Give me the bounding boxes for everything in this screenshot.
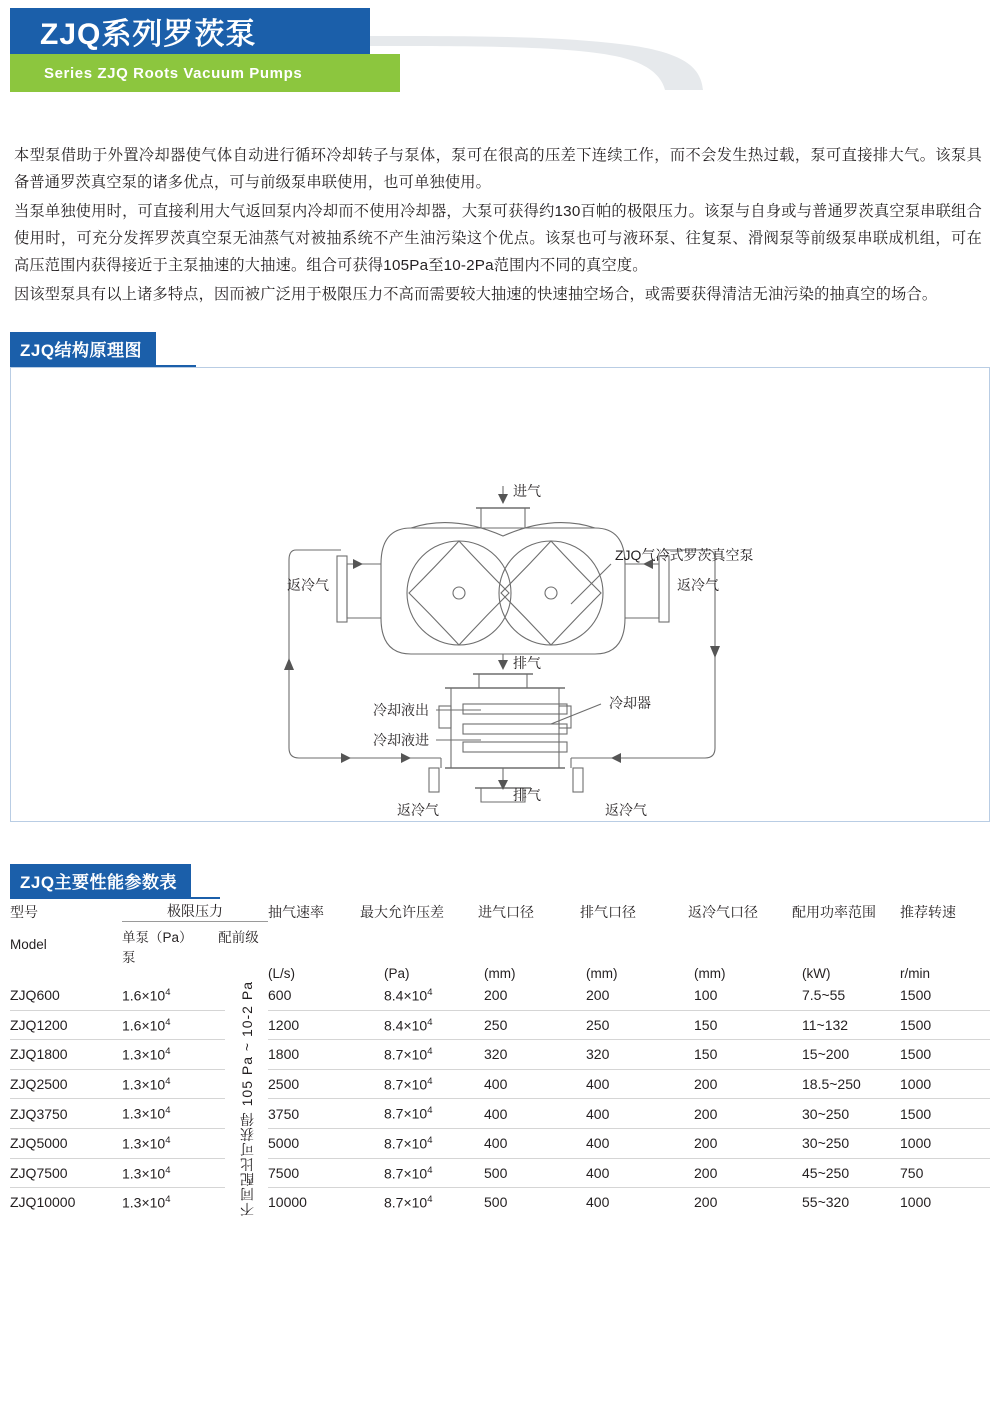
cell-inlet: 500 [484,1194,508,1211]
cell-rpm: 1500 [900,981,990,1010]
cell-speed: 600 [268,981,360,1010]
th-unit-return: (mm) [694,966,726,982]
cell-model: ZJQ600 [10,981,122,1010]
cell-power: 15~200 [792,1040,900,1070]
cell-ultimate: $1.6\times 10^4$ [122,981,225,1010]
cell-outlet: 400 [586,1194,610,1211]
cell-outlet: 200 [580,981,688,1010]
intro-text-block [10,142,990,308]
table-row [10,981,990,1010]
cell-rpm: 1500 [900,1010,990,1040]
page-header [10,0,990,100]
cell-inlet: 250 [478,1010,580,1040]
arrow-bottom-left2 [341,753,351,763]
cell-speed: 1200 [268,1010,360,1040]
cell-speed: 5000 [268,1128,360,1158]
spec-table [10,901,990,1216]
cell-inlet: 320 [478,1040,580,1070]
cell-ultimate: $1.3\times 10^4$ [122,1040,225,1070]
spec-table-body [10,981,990,1216]
arrow-return-left [353,559,363,569]
th-unit-rpm: r/min [900,966,930,982]
label-cooler: 冷却器 [609,695,651,712]
spec-header-row-1 [10,901,990,922]
cell-ultimate: $1.3\times 10^4$ [122,1099,225,1129]
page-title: ZJQ系列罗茨泵 [40,18,257,51]
label-return-left-top: 返冷气 [287,577,329,594]
cell-return: 200 [688,1158,792,1188]
label-exhaust-mid: 排气 [513,655,541,672]
th-power-range: 配用功率范围 [792,903,876,920]
cell-rpm: 1500 [900,1099,990,1129]
cell-dp: $8.7\times 10^4$ [360,1099,478,1129]
arrow-exhaust-mid [498,660,508,670]
label-exhaust-bottom: 排气 [513,787,541,804]
spec-section-heading [10,842,220,899]
cell-return: 200 [688,1099,792,1129]
cell-ultimate: $1.6\times 10^4$ [122,1010,225,1040]
cell-power: 11~132 [792,1010,900,1040]
table-row [10,1069,990,1099]
th-pumping-speed: 抽气速率 [268,903,324,920]
table-row [10,1158,990,1188]
cell-power: 55~320 [802,1194,850,1211]
label-return-right-bottom: 返冷气 [605,802,647,819]
arrow-bottom-left [401,753,411,763]
cell-rpm: 1000 [900,1128,990,1158]
table-row [10,1099,990,1129]
cell-return: 150 [688,1010,792,1040]
diagram-section-label: ZJQ结构原理图 [10,332,156,365]
cell-outlet: 400 [580,1099,688,1129]
table-row [10,1010,990,1040]
cell-ultimate: $1.3\times 10^4$ [122,1128,225,1158]
header-subtitle-banner [10,54,400,92]
th-unit-speed: (L/s) [268,966,295,982]
cell-model: ZJQ3750 [10,1099,122,1129]
cell-inlet: 400 [478,1128,580,1158]
th-with-backing: 配前级泵 [122,930,259,966]
spec-section-label: ZJQ主要性能参数表 [10,864,191,897]
cell-return: 100 [688,981,792,1010]
arrow-loop-right [710,646,720,658]
arrow-bottom-right [611,753,621,763]
cell-ultimate: $1.3\times 10^4$ [122,1158,225,1188]
diagram-section-heading [10,310,196,367]
cell-speed: 1800 [268,1040,360,1070]
label-pump-name: ZJQ气冷式罗茨真空泵 [615,547,754,564]
intro-paragraph-1: 本型泵借助于外置冷却器使气体自动进行循环冷却转子与泵体，泵可在很高的压差下连续工作，而不会发生热过载，泵可直接排大气。该泵具备普通罗茨真空泵的诸多优点，可与前级泵串联使用，也可单独使用。 [14,147,982,192]
cell-ultimate: $1.3\times 10^4$ [122,1194,171,1211]
arrow-inlet [498,494,508,504]
th-model-cn: 型号 [10,903,38,920]
th-rec-speed: 推荐转速 [900,903,956,920]
intro-paragraph-2: 当泵单独使用时，可直接利用大气返回泵内冷却而不使用冷却器，大泵可获得约130百帕的极限压力。该泵与自身或与普通罗茨真空泵串联组合使用时，可充分发挥罗茨真空泵无油蒸气对被抽系统不产生油污染这个优点。该泵也可与液环泵、往复泵、滑阀泵等前级泵串联成机组，可在高压范围内获得接近于主泵抽速的大抽速。组合可获得105Pa至10-2Pa范围内不同的真空度。 [14,203,982,275]
th-return-dia: 返冷气口径 [688,903,758,920]
label-inlet-top: 进气 [513,483,541,500]
th-unit-dp: (Pa) [384,966,410,982]
cell-inlet: 500 [478,1158,580,1188]
th-unit-outlet: (mm) [586,966,618,982]
table-row [10,1040,990,1070]
cell-outlet: 320 [580,1040,688,1070]
cell-model: ZJQ2500 [10,1069,122,1099]
cell-return: 200 [694,1194,718,1211]
cell-return: 200 [688,1069,792,1099]
page-subtitle: Series ZJQ Roots Vacuum Pumps [44,64,303,82]
th-max-diff-pressure: 最大允许压差 [360,903,444,920]
cell-model: ZJQ10000 [10,1194,76,1211]
cell-dp: $8.7\times 10^4$ [360,1040,478,1070]
cell-model: ZJQ7500 [10,1158,122,1188]
cell-outlet: 250 [580,1010,688,1040]
cell-rpm: 1000 [900,1069,990,1099]
structure-diagram [10,367,990,822]
cell-outlet: 400 [580,1158,688,1188]
cell-dp: $8.7\times 10^4$ [360,1158,478,1188]
cell-speed: 3750 [268,1099,360,1129]
cell-dp: $8.7\times 10^4$ [384,1194,433,1211]
cell-rpm: 1500 [900,1040,990,1070]
table-row [10,1128,990,1158]
cell-ultimate: $1.3\times 10^4$ [122,1069,225,1099]
cell-inlet: 400 [478,1069,580,1099]
th-model-en: Model [10,936,47,952]
th-outlet-dia: 排气口径 [580,903,636,920]
spec-table-head [10,901,990,981]
label-coolant-out: 冷却液出 [373,702,429,719]
cell-model: ZJQ1200 [10,1010,122,1040]
spec-table-wrap [10,901,990,1216]
label-return-left-bottom: 返冷气 [397,802,439,819]
th-inlet-dia: 进气口径 [478,903,534,920]
cell-rpm: 1000 [900,1194,932,1211]
cell-dp: $8.4\times 10^4$ [360,981,478,1010]
arrow-loop-left [284,658,294,670]
th-single-pump: 单泵（Pa） [122,930,193,946]
header-swoosh-decoration [365,34,705,92]
cell-speed: 7500 [268,1158,360,1188]
th-unit-power: (kW) [802,966,831,982]
cell-speed: 2500 [268,1069,360,1099]
cell-power: 30~250 [792,1128,900,1158]
label-coolant-in: 冷却液进 [373,732,429,749]
cell-return: 200 [688,1128,792,1158]
header-title-banner [10,8,370,54]
label-return-right-top: 返冷气 [677,577,719,594]
cell-dp: $8.7\times 10^4$ [360,1128,478,1158]
cell-outlet: 400 [580,1069,688,1099]
th-ultimate-pressure: 极限压力 [167,903,223,920]
cell-inlet: 200 [478,981,580,1010]
cell-model: ZJQ1800 [10,1040,122,1070]
cell-power: 45~250 [792,1158,900,1188]
cell-power: 30~250 [792,1099,900,1129]
cell-rpm: 750 [900,1158,990,1188]
cell-return: 150 [688,1040,792,1070]
intro-paragraph-3: 因该型泵具有以上诸多特点，因而被广泛用于极限压力不高而需要较大抽速的快速抽空场合，或需要获得清洁无油污染的抽真空的场合。 [14,286,938,304]
cell-dp: $8.7\times 10^4$ [360,1069,478,1099]
spec-header-row-units [10,966,990,981]
cell-outlet: 400 [580,1128,688,1158]
spec-header-row-2 [10,922,990,967]
th-unit-inlet: (mm) [484,966,516,982]
diagram-svg [11,368,989,820]
cell-model: ZJQ5000 [10,1128,122,1158]
cell-backing-note: 不同配比可获得 105 Pa ~ 10-2 Pa [238,981,255,1217]
cell-power: 18.5~250 [792,1069,900,1099]
cell-speed: 10000 [268,1194,307,1211]
cell-dp: $8.4\times 10^4$ [360,1010,478,1040]
cell-inlet: 400 [478,1099,580,1129]
table-row [10,1188,990,1217]
cell-power: 7.5~55 [792,981,900,1010]
